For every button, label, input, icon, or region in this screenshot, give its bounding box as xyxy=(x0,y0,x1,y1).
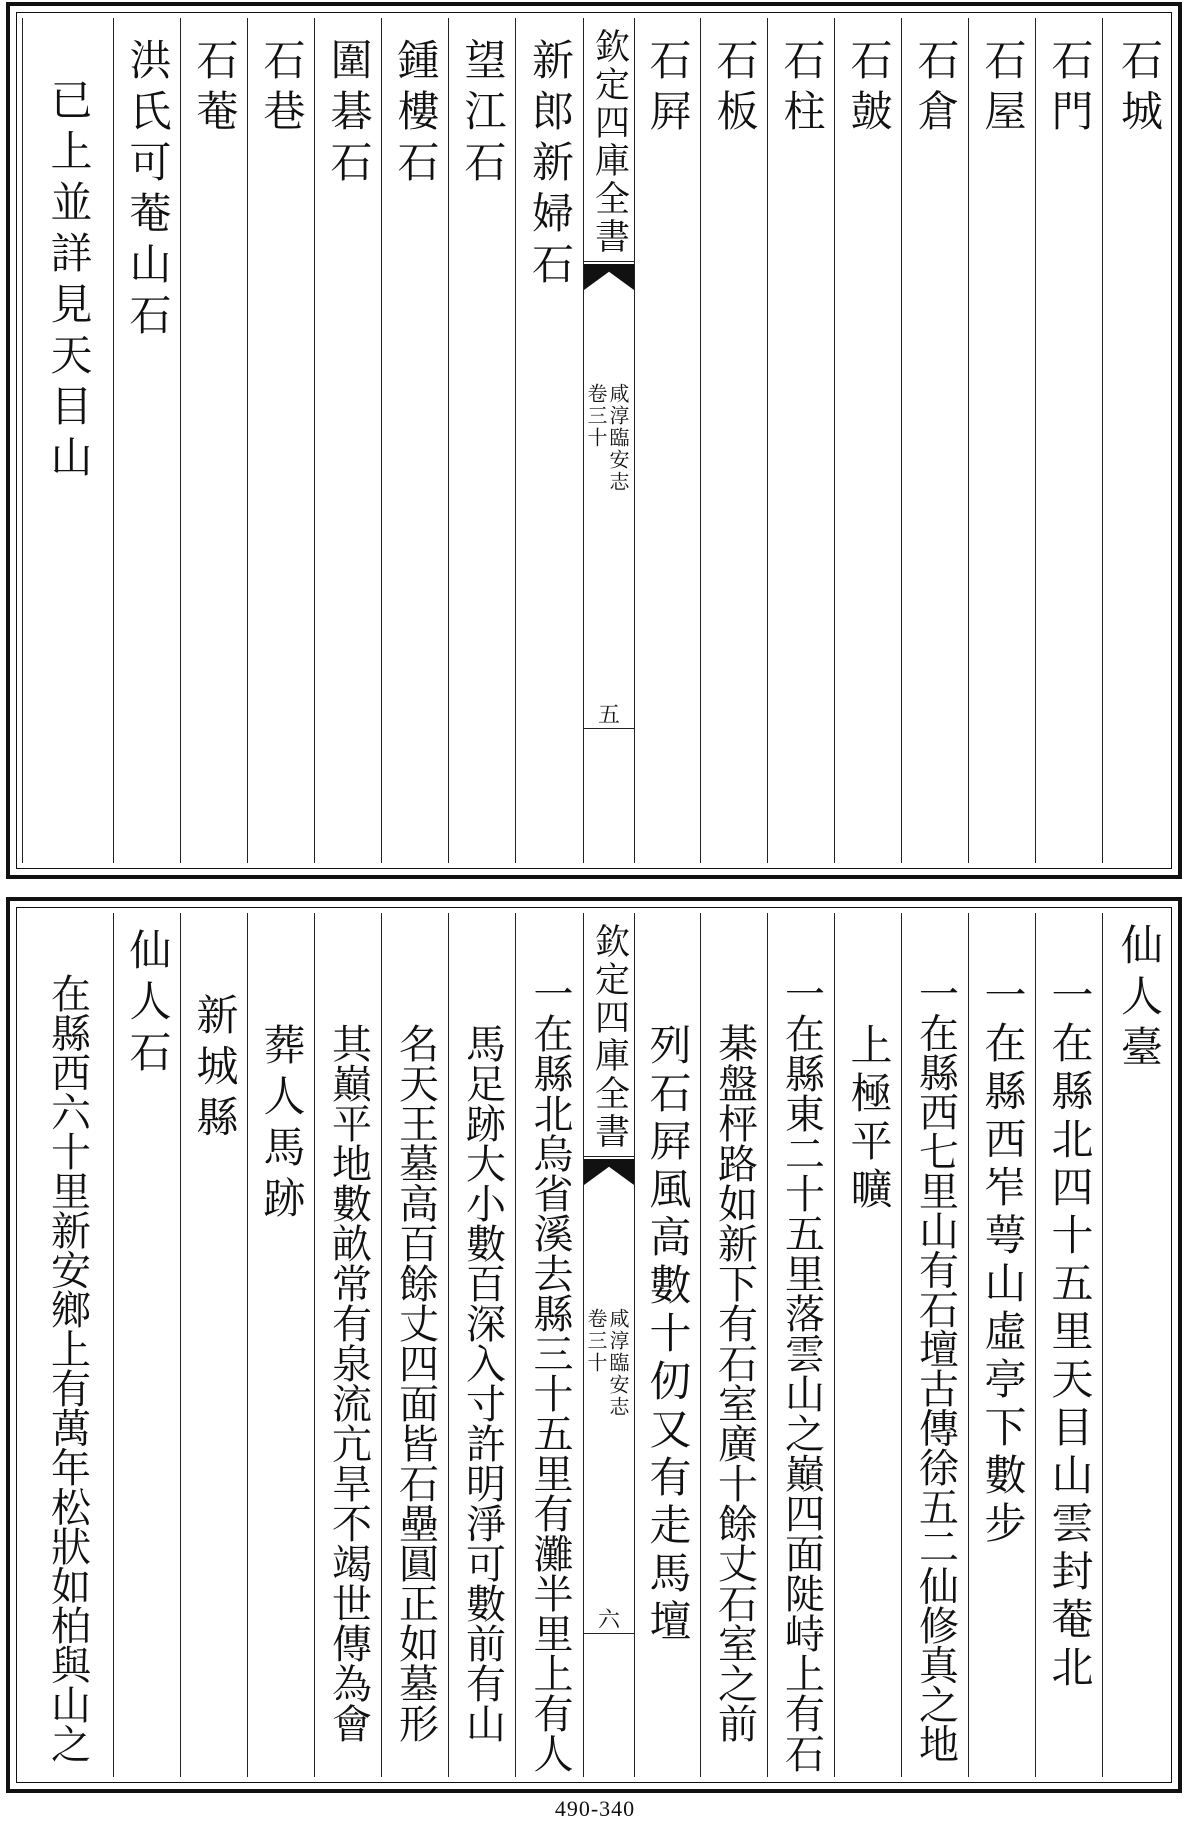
text-columns xyxy=(22,18,1166,863)
column xyxy=(515,18,584,863)
volume-label: 卷三十 xyxy=(584,1308,608,1374)
entry-text: 馬足跡大小數百深入寸許明淨可數前有山 xyxy=(459,1023,506,1743)
column xyxy=(767,913,835,1777)
fold-strip xyxy=(583,18,635,863)
entry-text: 一在縣東二十五里落雲山之巔四面𨺗峙上有石 xyxy=(778,973,825,1773)
book-subtitle: 咸淳臨安志 xyxy=(606,383,630,493)
column xyxy=(314,913,382,1777)
book-title: 欽定四庫全書 xyxy=(589,923,630,1151)
column xyxy=(1102,913,1175,1777)
column xyxy=(1035,913,1103,1777)
column xyxy=(180,18,248,863)
column xyxy=(448,18,516,863)
cross-reference-note: 已上並詳見天目山 xyxy=(44,78,94,486)
column xyxy=(22,913,113,1777)
entry-text: 葬人馬跡 xyxy=(257,1023,307,1227)
entry-text: 名天王墓高百餘丈四面皆石壘圓正如墓形 xyxy=(392,1023,439,1743)
entry-heading: 鍾樓石 xyxy=(391,38,441,191)
column xyxy=(180,913,248,1777)
column xyxy=(901,18,969,863)
entry-heading: 圍碁石 xyxy=(324,38,374,191)
text-columns xyxy=(22,913,1166,1777)
entry-heading: 石巷 xyxy=(257,38,307,140)
column xyxy=(247,18,315,863)
entry-text: 棊盤枰路如新下有石室廣十餘丈石室之前 xyxy=(711,1023,758,1743)
column xyxy=(448,913,516,1777)
column xyxy=(22,18,114,863)
page-number: 490-340 xyxy=(554,1796,636,1821)
entry-text: 列石屛風高數十仞又有走馬壇 xyxy=(643,1023,693,1647)
entry-heading: 石門 xyxy=(1045,38,1095,140)
entry-text: 一在縣西岝萼山虛亭下數步 xyxy=(978,973,1028,1549)
column xyxy=(968,913,1036,1777)
entry-text: 其巔平地數畝常有泉流亢旱不竭世傳為會 xyxy=(325,1023,372,1743)
entry-text: 一在縣西七里山有石壇古傳徐五二仙修真之地 xyxy=(912,973,959,1763)
column xyxy=(700,913,768,1777)
fishtail-mark-icon xyxy=(584,1159,634,1185)
fishtail-mark-icon xyxy=(584,264,634,290)
column xyxy=(633,913,701,1777)
column xyxy=(834,18,902,863)
book-title: 欽定四庫全書 xyxy=(589,28,630,256)
entry-heading: 石柱 xyxy=(777,38,827,140)
entry-heading: 望江石 xyxy=(458,38,508,191)
entry-heading: 石屋 xyxy=(978,38,1028,140)
fold-strip xyxy=(583,913,635,1777)
column xyxy=(767,18,835,863)
column xyxy=(381,18,449,863)
divider xyxy=(584,261,634,262)
entry-heading: 石屛 xyxy=(643,38,693,140)
column xyxy=(968,18,1036,863)
leaf-number: 五 xyxy=(597,703,621,728)
page-upper xyxy=(6,2,1182,879)
column xyxy=(113,913,181,1777)
entry-heading: 石城 xyxy=(1115,38,1164,140)
leaf-number: 六 xyxy=(597,1608,621,1633)
entry-heading: 石板 xyxy=(710,38,760,140)
column xyxy=(1035,18,1103,863)
entry-text: 在縣西六十里新安鄉上有萬年松狀如柏與山之 xyxy=(44,973,91,1763)
volume-label: 卷三十 xyxy=(584,383,608,449)
column xyxy=(1102,18,1175,863)
column xyxy=(247,913,315,1777)
entry-heading: 石倉 xyxy=(911,38,961,140)
entry-heading: 洪氏可菴山石 xyxy=(123,38,173,344)
page-lower xyxy=(6,897,1182,1793)
column xyxy=(700,18,768,863)
entry-text: 一在縣北烏省溪去縣三十五里有灘半里上有人 xyxy=(527,973,573,1773)
column xyxy=(381,913,449,1777)
column xyxy=(901,913,969,1777)
entry-heading: 仙人臺 xyxy=(1115,923,1164,1076)
county-label: 新城縣 xyxy=(190,993,240,1146)
column xyxy=(834,913,902,1777)
entry-heading: 石皷 xyxy=(844,38,894,140)
divider xyxy=(584,1156,634,1157)
column xyxy=(633,18,701,863)
entry-heading: 仙人石 xyxy=(123,928,173,1081)
entry-heading: 新郎新婦石 xyxy=(526,38,575,293)
entry-text: 一在縣北四十五里天目山雲封菴北 xyxy=(1045,973,1095,1693)
entry-text: 上極平曠 xyxy=(844,1023,894,1215)
column xyxy=(113,18,181,863)
column xyxy=(515,913,584,1777)
entry-heading: 石菴 xyxy=(190,38,240,140)
column xyxy=(314,18,382,863)
book-subtitle: 咸淳臨安志 xyxy=(606,1308,630,1418)
